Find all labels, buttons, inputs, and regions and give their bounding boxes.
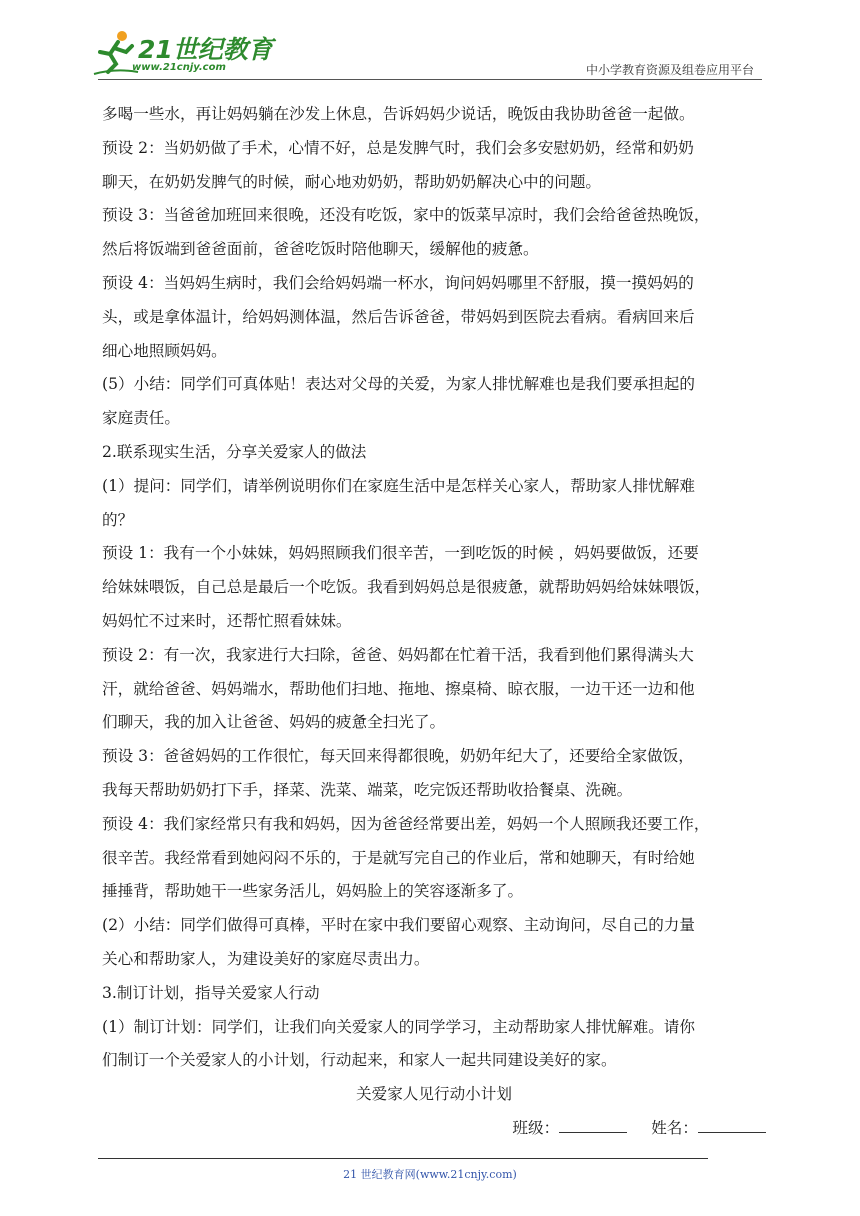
site-logo — [92, 28, 273, 80]
name-blank — [698, 1118, 766, 1133]
text-line: 预设 2：当奶奶做了手术，心情不好，总是发脾气时，我们会多安慰奶奶，经常和奶奶 — [102, 138, 694, 157]
class-blank — [559, 1118, 627, 1133]
text-line: 家庭责任。 — [102, 409, 180, 428]
plan-title: 关爱家人见行动小计划 — [356, 1085, 512, 1104]
class-label: 班级： — [512, 1118, 560, 1137]
name-label: 姓名： — [651, 1118, 698, 1137]
text-line: 预设 3：当爸爸加班回来很晚，还没有吃饭，家中的饭菜早凉时，我们会给爸爸热晚饭， — [102, 206, 710, 225]
footer-divider — [98, 1158, 708, 1159]
text-line: (1）制订计划：同学们，让我们向关爱家人的同学学习，主动帮助家人排忧解难。请你 — [102, 1017, 695, 1036]
text-line: 很辛苦。我经常看到她闷闷不乐的，于是就写完自己的作业后，常和她聊天，有时给她 — [102, 848, 695, 867]
plan-form-row — [102, 1112, 766, 1146]
logo-url: www.21cnjy.com — [132, 62, 226, 73]
text-line: 关心和帮助家人，为建设美好的家庭尽责出力。 — [102, 949, 430, 968]
section-heading: 3.制订计划，指导关爱家人行动 — [102, 983, 320, 1002]
text-line: 多喝一些水，再让妈妈躺在沙发上休息，告诉妈妈少说话，晚饭由我协助爸爸一起做。 — [102, 105, 695, 123]
text-line: 然后将饭端到爸爸面前，爸爸吃饭时陪他聊天，缓解他的疲惫。 — [102, 240, 539, 259]
text-line: 给妹妹喂饭，自己总是最后一个吃饭。我看到妈妈总是很疲惫，就帮助妈妈给妹妹喂饭， — [102, 578, 711, 597]
section-heading: 2.联系现实生活，分享关爱家人的做法 — [102, 442, 367, 461]
logo-text: 21世纪教育 — [138, 35, 273, 64]
platform-name: 中小学教育资源及组卷应用平台 — [585, 63, 754, 77]
header-divider — [98, 79, 762, 80]
text-line: 聊天，在奶奶发脾气的时候，耐心地劝奶奶，帮助奶奶解决心中的问题。 — [102, 172, 602, 191]
page-header — [0, 0, 860, 82]
text-line: 们制订一个关爱家人的小计划，行动起来，和家人一起共同建设美好的家。 — [102, 1051, 617, 1070]
text-line: 捶捶背，帮助她干一些家务活儿，妈妈脸上的笑容逐渐多了。 — [102, 882, 524, 901]
text-line: (1）提问：同学们，请举例说明你们在家庭生活中是怎样关心家人，帮助家人排忧解难 — [102, 476, 695, 495]
page-footer: 21 世纪教育网(www.21cnjy.com) — [343, 1168, 517, 1181]
text-line: 我每天帮助奶奶打下手，择菜、洗菜、端菜，吃完饭还帮助收拾餐桌、洗碗。 — [102, 780, 633, 799]
text-line: 的？ — [102, 510, 134, 529]
text-line: 妈妈忙不过来时，还帮忙照看妹妹。 — [102, 611, 352, 630]
text-line: (5）小结：同学们可真体贴！表达对父母的关爱，为家人排忧解难也是我们要承担起的 — [102, 375, 695, 394]
text-line: 汗，就给爸爸、妈妈端水，帮助他们扫地、拖地、擦桌椅、晾衣服，一边干还一边和他 — [102, 679, 695, 698]
text-line: 头，或是拿体温计，给妈妈测体温，然后告诉爸爸，带妈妈到医院去看病。看病回来后 — [102, 307, 695, 326]
document-body — [102, 98, 766, 1146]
text-line: 细心地照顾妈妈。 — [102, 341, 227, 360]
text-line: 预设 4：我们家经常只有我和妈妈，因为爸爸经常要出差，妈妈一个人照顾我还要工作， — [102, 814, 710, 833]
text-line: (2）小结：同学们做得可真棒，平时在家中我们要留心观察、主动询问，尽自己的力量 — [102, 916, 695, 935]
text-line: 预设 2：有一次，我家进行大扫除，爸爸、妈妈都在忙着干活，我看到他们累得满头大 — [102, 645, 694, 664]
text-line: 预设 1：我有一个小妹妹，妈妈照顾我们很辛苦，一到吃饭的时候 ，妈妈要做饭，还要 — [102, 544, 699, 563]
text-line: 预设 4：当妈妈生病时，我们会给妈妈端一杯水，询问妈妈哪里不舒服，摸一摸妈妈的 — [102, 273, 694, 292]
text-line: 预设 3：爸爸妈妈的工作很忙，每天回来得都很晚，奶奶年纪大了，还要给全家做饭， — [102, 747, 694, 766]
text-line: 们聊天，我的加入让爸爸、妈妈的疲惫全扫光了。 — [102, 713, 446, 732]
